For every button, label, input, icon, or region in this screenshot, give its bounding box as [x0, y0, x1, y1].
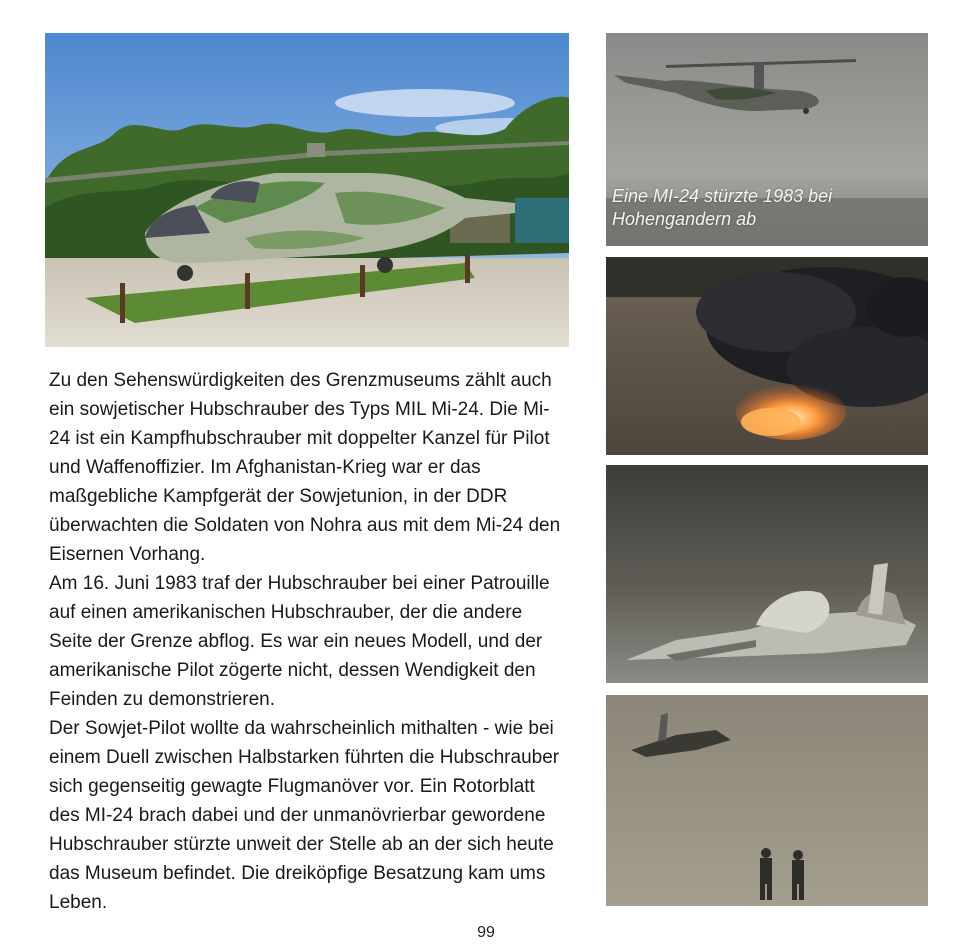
photo-caption: Eine MI-24 stürzte 1983 bei Hohengandern ab — [612, 186, 833, 229]
helicopter-wreck-photo — [606, 465, 928, 683]
crash-fire-photo — [606, 257, 928, 455]
article-body — [49, 366, 569, 917]
article-paragraph: Der Sowjet-Pilot wollte da wahrscheinlich mithalten - wie bei einem Duell zwischen Halbstarken führten die Hubschrauber sich gegenseitig gewagte Flugmanöver vor. Ein Rotorblatt des MI-24 brach dabei und der unmanövrierbar gewordene Hubschrauber stürzte unweit der Stelle ab an der sich heute das Museum befindet. Die dreiköpfige Besatzung kam ums Leben. — [49, 718, 560, 913]
article-paragraph: Am 16. Juni 1983 traf der Hubschrauber bei einer Patrouille auf einen amerikanischen Hubschrauber, der die andere Seite der Grenze abflog. Es war ein neues Modell, und der amerikanische Pilot zögerte nicht, dessen Wendigkeit den Feinden zu demonstrieren. — [49, 573, 550, 710]
page-number: 99 — [477, 924, 495, 941]
crash-site-field-photo — [606, 695, 928, 906]
helicopter-flight-photo — [606, 33, 928, 246]
article-paragraph: Zu den Sehenswürdigkeiten des Grenzmuseums zählt auch ein sowjetischer Hubschrauber des Typs MIL Mi-24. Die Mi-24 ist ein Kampfhubschrauber mit doppelter Kanzel für Pilot und Waffenoffizier. Im Afghanistan-Krieg war er das maßgebliche Kampfgerät der Sowjetunion, in der DDR überwachten die Soldaten von Nohra aus mit dem Mi-24 den Eisernen Vorhang. — [49, 370, 561, 565]
museum-helicopter-photo — [45, 33, 569, 347]
